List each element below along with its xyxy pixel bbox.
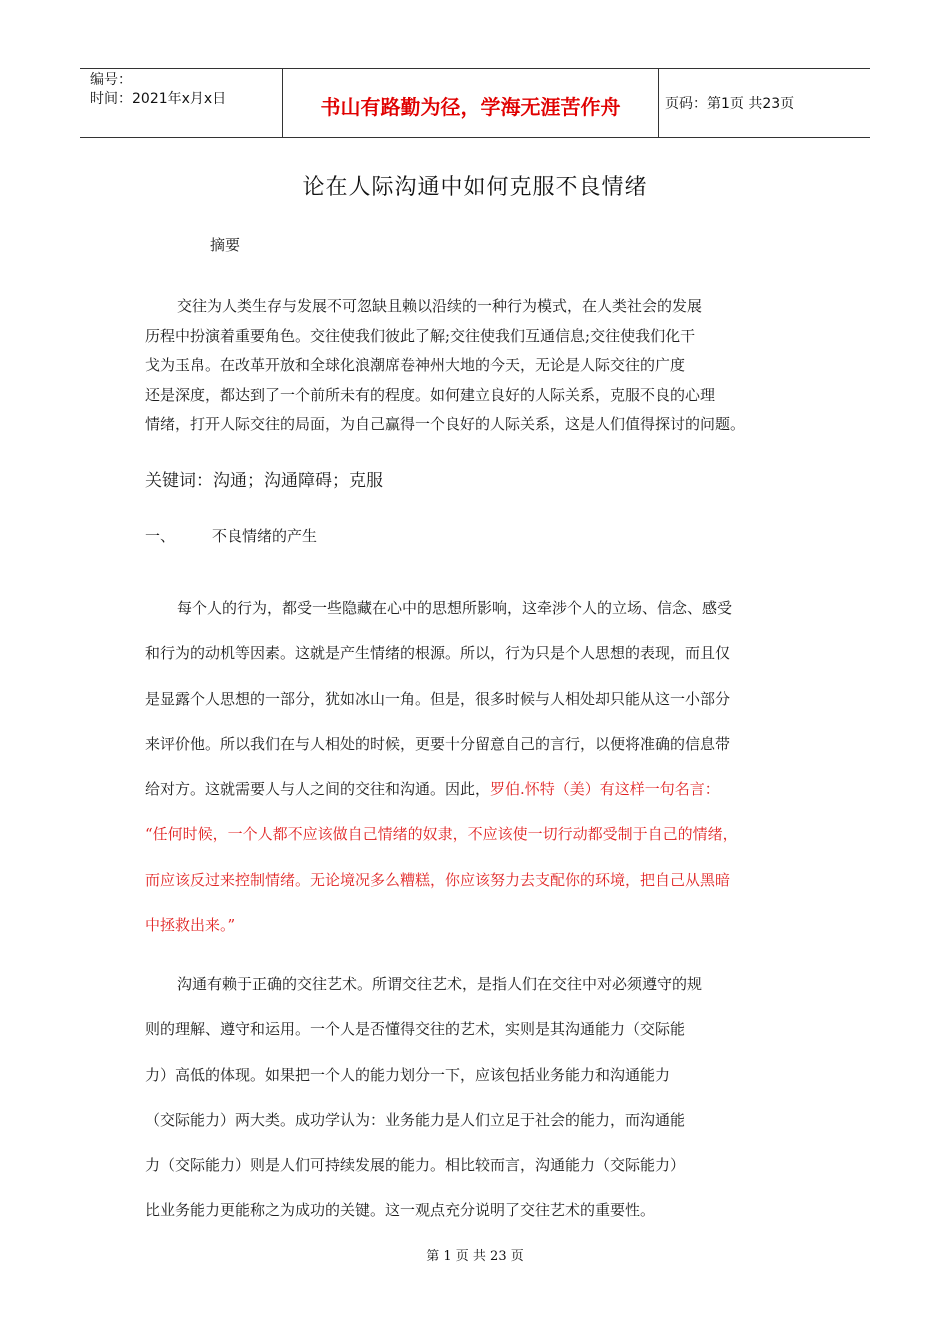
keywords: 关键词：沟通；沟通障碍；克服: [145, 471, 383, 491]
body-line: 力）高低的体现。如果把一个人的能力划分一下，应该包括业务能力和沟通能力: [145, 1065, 671, 1084]
time-label: 时间：2021年x月x日: [90, 91, 227, 107]
abstract-line: 还是深度，都达到了一个前所未有的程度。如何建立良好的人际关系，克服不良的心理: [145, 385, 716, 404]
number-label: 编号：: [90, 72, 132, 88]
body-line: 比业务能力更能称之为成功的关键。这一观点充分说明了交往艺术的重要性。: [145, 1201, 656, 1220]
body-paragraph-1: [145, 586, 810, 948]
quote-line: “任何时候，一个人都不应该做自己情绪的奴隶，不应该使一切行动都受制于自己的情绪，: [145, 825, 738, 844]
page-footer: 第 1 页 共 23 页: [426, 1249, 524, 1264]
abstract-line: 历程中扮演着重要角色。交往使我们彼此了解;交往使我们互通信息;交往使我们化干: [145, 326, 696, 345]
abstract-line: 情绪，打开人际交往的局面，为自己赢得一个良好的人际关系，这是人们值得探讨的问题。: [145, 415, 746, 433]
quote-attribution: 罗伯.怀特（美）有这样一句名言：: [490, 780, 720, 799]
header-motto: 书山有路勤为径，学海无涯苦作舟: [282, 69, 659, 137]
quote-line: 而应该反过来控制情绪。无论境况多么糟糕，你应该努力去支配你的环境，把自己从黑暗: [145, 870, 731, 889]
body-paragraph-2: [145, 962, 810, 1234]
section-title: 不良情绪的产生: [212, 527, 318, 545]
body-line: 和行为的动机等因素。这就是产生情绪的根源。所以，行为只是个人思想的表现，而且仅: [145, 644, 731, 663]
body-line: 每个人的行为，都受一些隐藏在心中的思想所影响，这牵涉个人的立场、信念、感受: [177, 599, 733, 617]
body-line: 来评价他。所以我们在与人相处的时候，更要十分留意自己的言行，以便将准确的信息带: [145, 734, 731, 753]
abstract-line: 戈为玉帛。在改革开放和全球化浪潮席卷神州大地的今天，无论是人际交往的广度: [145, 356, 686, 374]
section-heading: [145, 525, 317, 546]
body-line: （交际能力）两大类。成功学认为：业务能力是人们立足于社会的能力，而沟通能: [145, 1110, 686, 1129]
body-line-mixed: [145, 767, 810, 812]
abstract-line: 交往为人类生存与发展不可忽缺且赖以沿续的一种行为模式，在人类社会的发展: [177, 297, 703, 315]
header-meta: [80, 69, 282, 137]
page-header: [80, 68, 870, 138]
body-line: 则的理解、遵守和运用。一个人是否懂得交往的艺术，实则是其沟通能力（交际能: [145, 1020, 686, 1039]
section-number: 一、: [145, 527, 176, 545]
document-title: 论在人际沟通中如何克服不良情绪: [302, 175, 648, 200]
header-page-info: 页码：第1页 共23页: [665, 96, 795, 112]
body-line: 沟通有赖于正确的交往艺术。所谓交往艺术，是指人们在交往中对必须遵守的规: [177, 975, 703, 993]
body-line: 力（交际能力）则是人们可持续发展的能力。相比较而言，沟通能力（交际能力）: [145, 1156, 686, 1175]
abstract-paragraph: [145, 292, 810, 440]
body-line: 是显露个人思想的一部分，犹如冰山一角。但是，很多时候与人相处却只能从这一小部分: [145, 689, 731, 708]
quote-line: 中拯救出来。”: [145, 916, 236, 935]
body-line-text: 给对方。这就需要人与人之间的交往和沟通。因此，: [145, 780, 491, 799]
abstract-label: 摘要: [210, 236, 241, 254]
